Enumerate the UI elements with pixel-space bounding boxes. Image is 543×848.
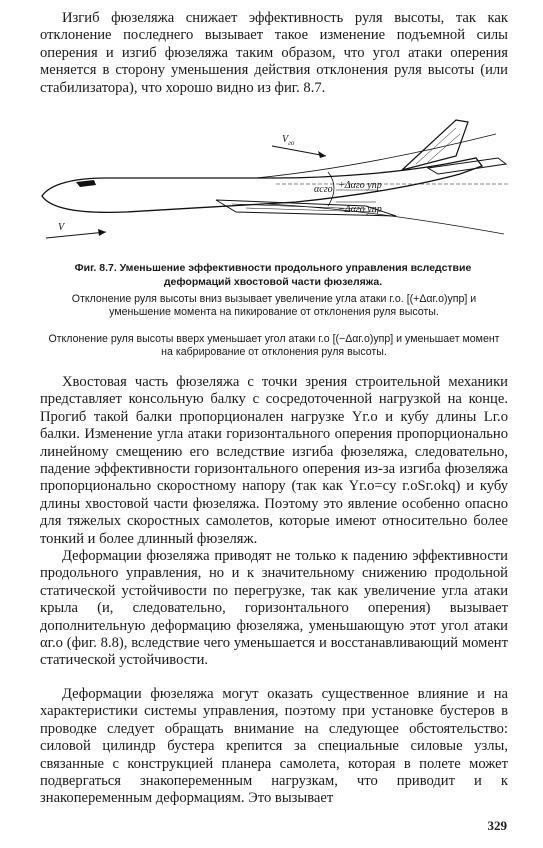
- delta-minus-label: −Δαго упр: [338, 204, 382, 215]
- velocity-tail-arrowhead: [318, 151, 326, 158]
- cockpit-window: [76, 180, 96, 187]
- delta-plus-label: +Δαго упр: [338, 180, 382, 191]
- top-paragraph: Изгиб фюзеляжа снижает эффективность руля высоты, так как отклонение последнего вызывает такое изменение подъемной силы оперения и изгиб фюзеляжа таким образом, что угол атаки оперения меняется в сторону уменьшения действия отклонения руля высоты (или стабилизатора), что хорошо видно из фиг. 8.7.: [40, 10, 508, 96]
- paragraph-stability: Деформации фюзеляжа приводят не только к падению эффективности продольного управления, но и к значительному снижению продольной статической устойчивости по перегрузке, так как увеличение угла атаки крыла (и, следовательно, горизонтального оперения) вызывает дополнительную деформацию фюзеляжа, уменьшающую этот угол атаки αг.о (фиг. 8.8), вследствие чего уменьшается и восстанавливающий момент статической устойчивости.: [40, 548, 508, 669]
- paragraph-beam-deflection: Хвостовая часть фюзеляжа с точки зрения строительной механики представляет консольную балку с сосредоточенной нагрузкой на конце. Прогиб такой балки пропорционален нагрузке Yг.о и кубу длины Lг.о балки. Изменение угла атаки горизонтального оперения пропорционально линейному смещению его вследствие изгиба фюзеляжа, следовательно, падение эффективности горизонтального оперения из-за изгиба фюзеляжа пропорционально скоростному напору (так как Yг.о=cy г.оSг.оkq) и кубу длины хвостовой части фюзеляжа. Поэтому это явление особенно опасно для тяжелых скоростных самолетов, которые имеют относительно более тонкий и более длинный фюзеляж.: [40, 374, 508, 547]
- alpha-label: αсго: [314, 184, 333, 195]
- paragraph-boosters: Деформации фюзеляжа могут оказать существенное влияние и на характеристики системы управления, поэтому при установке бустеров в проводке следует обращать внимание на следующее обстоятельство: силовой цилиндр бустера крепится за специальные силовые узлы, связанные с конструкцией планера самолета, которая в полете может подвергаться знакопеременным нагрузкам, что приводит и к знакопеременным деформациям. Это вызывает: [40, 686, 508, 807]
- velocity-arrow: [46, 232, 106, 238]
- vertical-fin: [402, 120, 468, 170]
- velocity-tail-arrow: [272, 146, 326, 156]
- figure-caption-note-up: Отклонение руля высоты вверх уменьшает угол атаки г.о [(−Δαг.о)упр] и уменьшает момент на кабрирование от отклонения руля высоты.: [48, 333, 500, 359]
- deformed-tail-line-down: [266, 204, 504, 234]
- velocity-label: V: [58, 222, 65, 233]
- figure-caption-title: Фиг. 8.7. Уменьшение эффективности продольного управления вследствие деформаций хвостовой части фюзеляжа.: [74, 262, 472, 288]
- page-number: 329: [487, 818, 507, 833]
- figure-caption-note-down: Отклонение руля высоты вниз вызывает увеличение угла атаки г.о. [(+Δαг.о)упр] и уменьшение момента на пикирование от отклонения руля высоты.: [71, 293, 477, 319]
- figure-8-7-aircraft-diagram: [36, 112, 516, 260]
- velocity-arrowhead: [98, 229, 106, 236]
- fin-hatch: [416, 128, 460, 164]
- delta-bracket: [336, 190, 376, 202]
- velocity-tail-label: $V_{го}$: [282, 134, 295, 147]
